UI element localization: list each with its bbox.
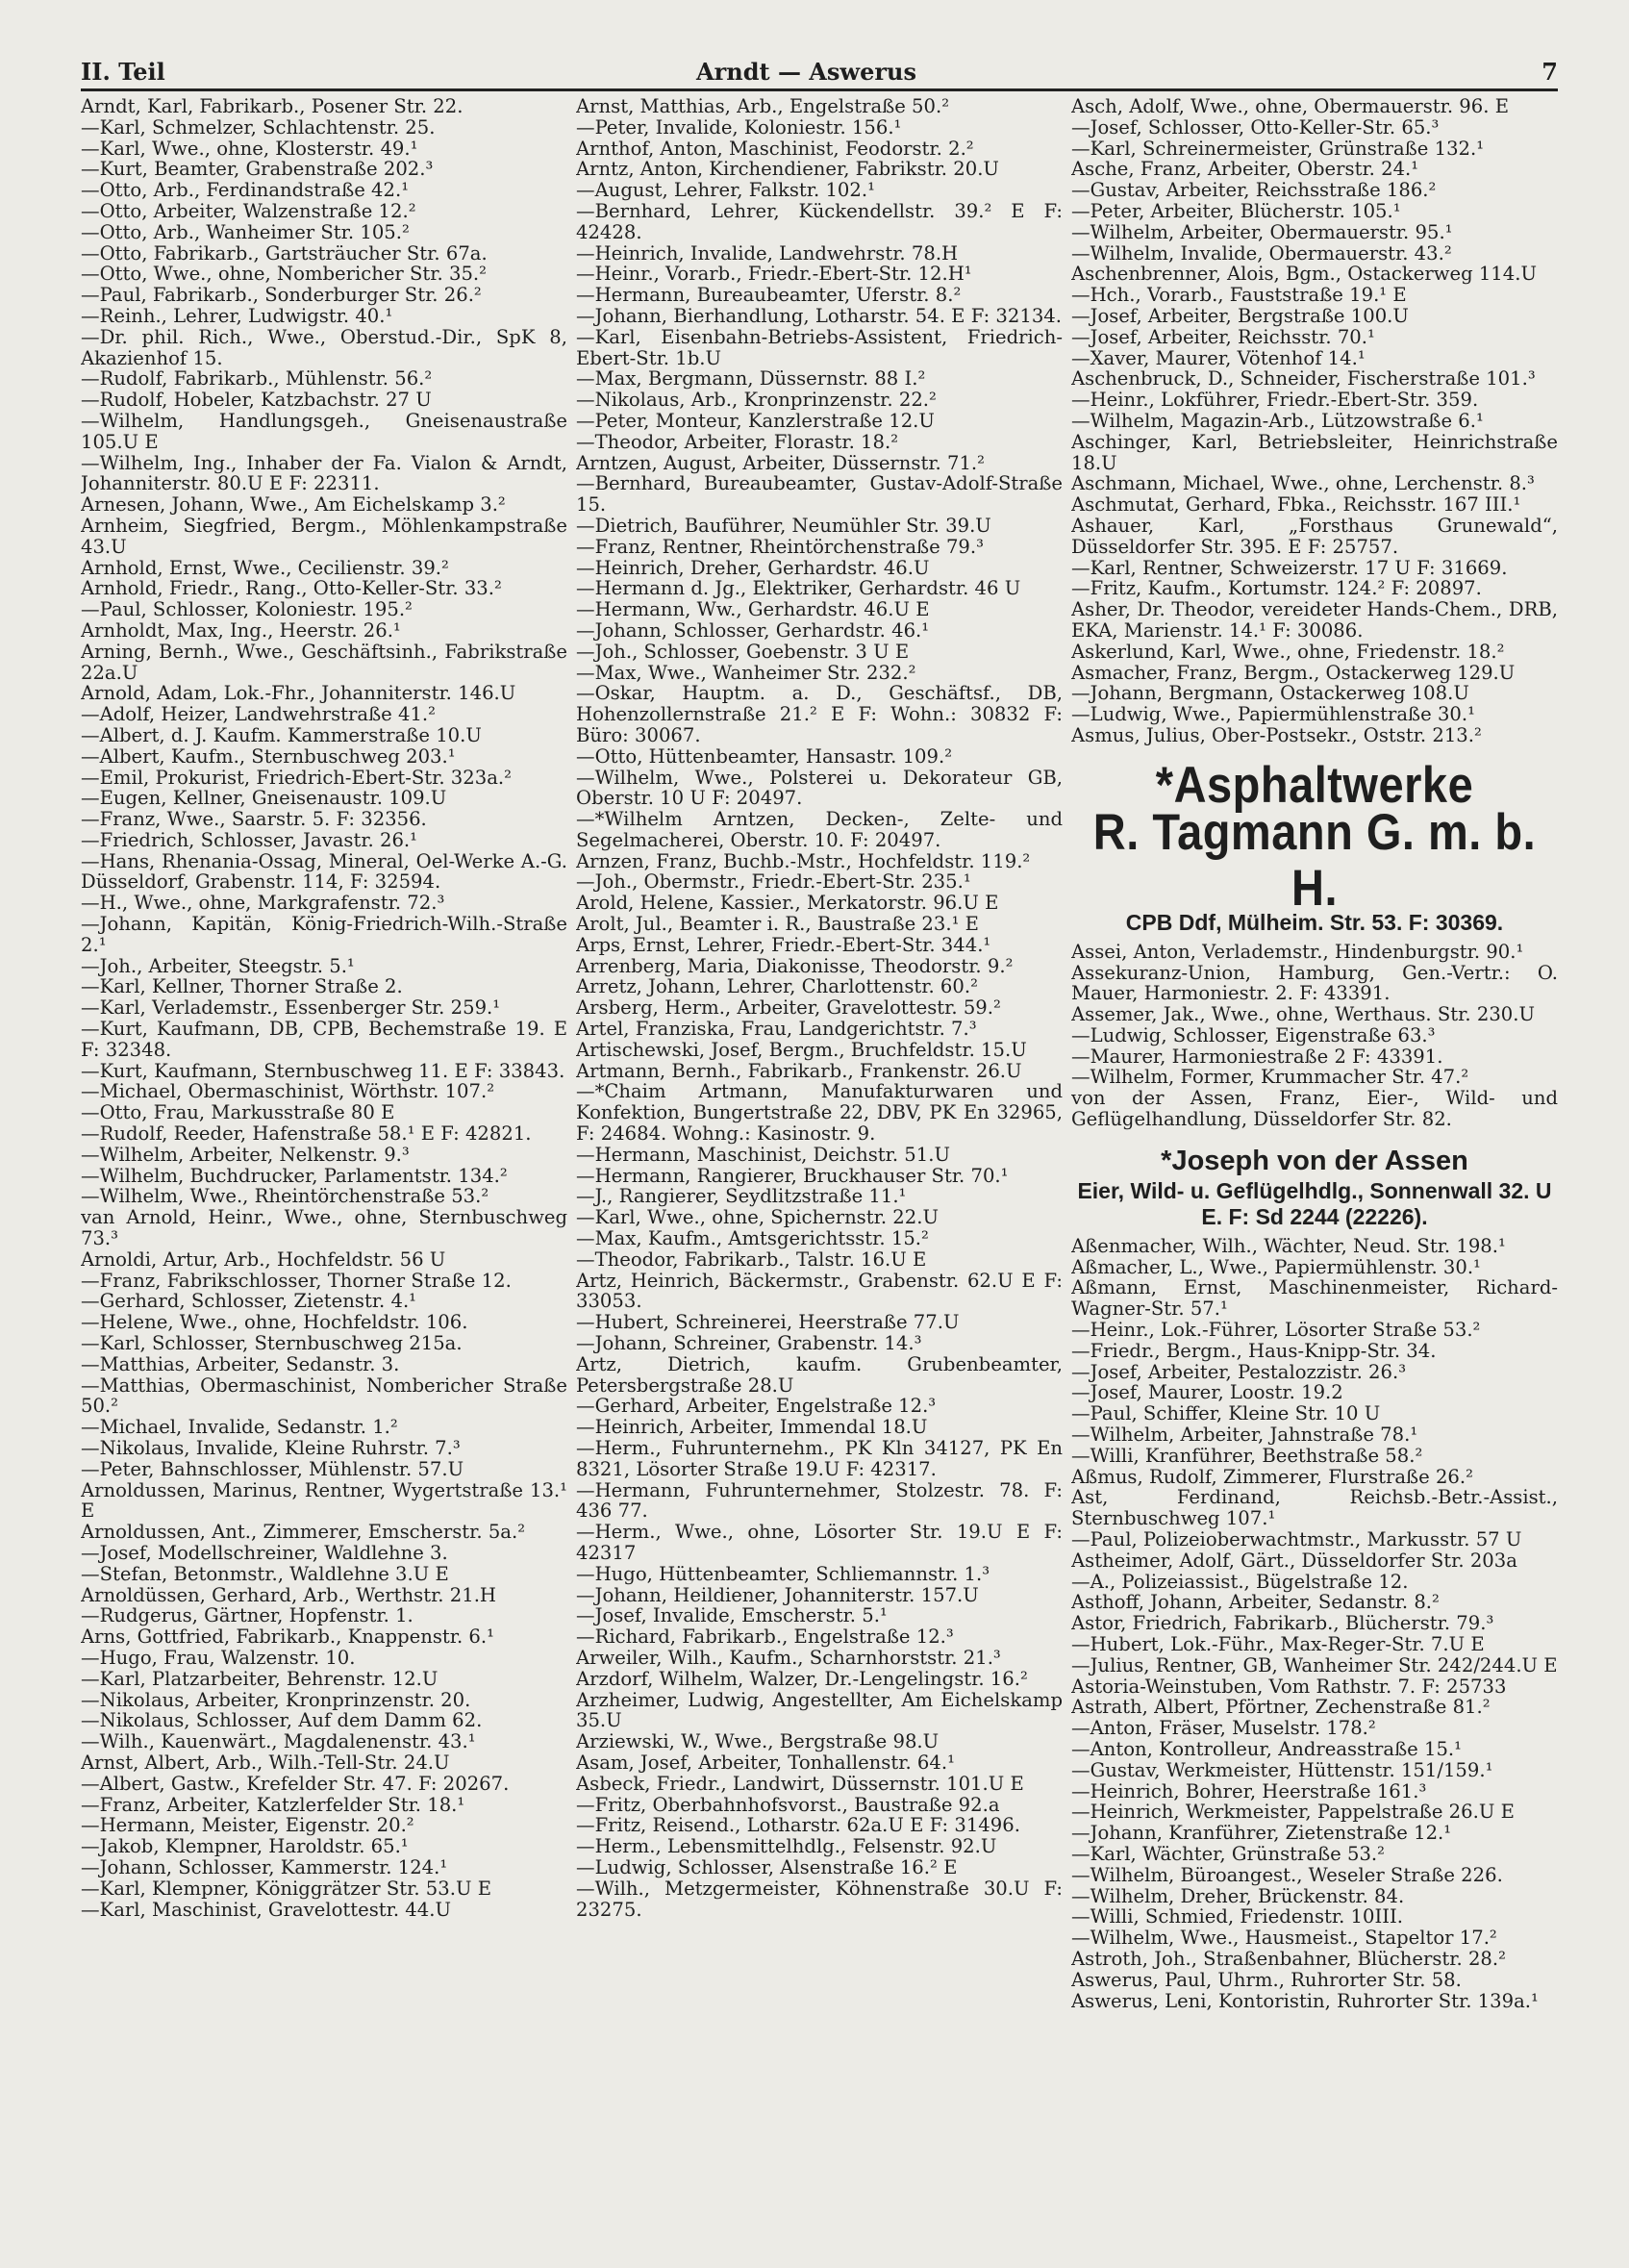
directory-entry: —Kurt, Beamter, Grabenstraße 202.³ bbox=[81, 158, 434, 181]
directory-entry: —Ludwig, Schlosser, Alsenstraße 16.² E bbox=[576, 1855, 958, 1878]
directory-entry: —Max, Bergmann, Düssernstr. 88 I.² bbox=[576, 367, 926, 391]
columns bbox=[81, 96, 1558, 2247]
directory-entry: Artz, Dietrich, kaufm. Grubenbeamter, Petersbergstraße 28.U bbox=[576, 1352, 1063, 1397]
directory-entry: —Heinr., Lok.-Führer, Lösorter Straße 53.² bbox=[1071, 1319, 1481, 1342]
directory-entry: —*Chaim Artmann, Manufakturwaren und Konfektion, Bungertstraße 22, DBV, PK En 32965, F: 24684. Wohng.: Kasinostr. 9. bbox=[576, 1080, 1063, 1146]
directory-entry: Asmacher, Franz, Bergm., Ostackerweg 129.U bbox=[1071, 661, 1516, 684]
directory-entry: —Wilhelm, Handlungsgeh., Gneisenaustraße 105.U E bbox=[81, 409, 567, 453]
directory-entry: —Bernhard, Lehrer, Kückendellstr. 39.² E F: 42428. bbox=[576, 199, 1063, 243]
directory-entry: —Gustav, Werkmeister, Hüttenstr. 151/159.¹ bbox=[1071, 1758, 1493, 1781]
directory-entry: —Gustav, Arbeiter, Reichsstraße 186.² bbox=[1071, 179, 1437, 202]
directory-entry: —Franz, Arbeiter, Katzlerfelder Str. 18.¹ bbox=[81, 1793, 465, 1816]
directory-entry: —Peter, Invalide, Koloniestr. 156.¹ bbox=[576, 115, 902, 139]
directory-entry: Arolt, Jul., Beamter i. R., Baustraße 23.¹ E bbox=[576, 913, 979, 936]
directory-entry: —Kurt, Kaufmann, DB, CPB, Bechemstraße 19. E F: 32348. bbox=[81, 1018, 567, 1061]
directory-entry: —Josef, Invalide, Emscherstr. 5.¹ bbox=[576, 1604, 888, 1627]
directory-entry: —Helene, Wwe., ohne, Hochfeldstr. 106. bbox=[81, 1311, 468, 1334]
directory-entry: —Herm., Wwe., ohne, Lösorter Str. 19.U E F: 42317 bbox=[576, 1521, 1063, 1564]
directory-entry: —Hermann d. Jg., Elektriker, Gerhardstr. 46 U bbox=[576, 577, 1021, 600]
directory-entry: Arnoldussen, Marinus, Rentner, Wygertstraße 13.¹ E bbox=[81, 1478, 567, 1523]
directory-entry: —Otto, Arbeiter, Walzenstraße 12.² bbox=[81, 199, 416, 222]
directory-entry: Aswerus, Leni, Kontoristin, Ruhrorter Str. 139a.¹ bbox=[1071, 1989, 1539, 2012]
directory-entry: —Fritz, Oberbahnhofsvorst., Baustraße 92.a bbox=[576, 1793, 1000, 1816]
directory-entry: —Peter, Bahnschlosser, Mühlenstr. 57.U bbox=[81, 1457, 464, 1480]
directory-entry: —Karl, Maschinist, Gravelottestr. 44.U bbox=[81, 1898, 451, 1921]
directory-entry: —Hugo, Hüttenbeamter, Schliemannstr. 1.³ bbox=[576, 1562, 990, 1585]
directory-entry: Asch, Adolf, Wwe., ohne, Obermauerstr. 96. E bbox=[1071, 96, 1509, 117]
directory-entry: —Matthias, Arbeiter, Sedanstr. 3. bbox=[81, 1352, 400, 1375]
directory-entry: Arnoldussen, Ant., Zimmerer, Emscherstr. 5a.² bbox=[81, 1521, 526, 1544]
directory-entry: Astroth, Joh., Straßenbahner, Blücherstr. 28.² bbox=[1071, 1947, 1506, 1970]
directory-entry: Astoria-Weinstuben, Vom Rathstr. 7. F: 25733 bbox=[1071, 1675, 1507, 1698]
directory-entry: —Josef, Arbeiter, Reichsstr. 70.¹ bbox=[1071, 325, 1375, 348]
directory-entry: —Hubert, Lok.-Führ., Max-Reger-Str. 7.U E bbox=[1071, 1633, 1485, 1656]
directory-entry: —Hermann, Fuhrunternehmer, Stolzestr. 78. F: 436 77. bbox=[576, 1478, 1063, 1523]
column-3-entries-middle bbox=[1071, 942, 1558, 1130]
directory-entry: —Karl, Platzarbeiter, Behrenstr. 12.U bbox=[81, 1667, 439, 1690]
directory-entry: —Wilhelm, Wwe., Rheintörchenstraße 53.² bbox=[81, 1185, 489, 1208]
directory-entry: Asam, Josef, Arbeiter, Tonhallenstr. 64.¹ bbox=[576, 1751, 955, 1774]
directory-entry: Ast, Ferdinand, Reichsb.-Betr.-Assist., Sternbuschweg 107.¹ bbox=[1071, 1486, 1558, 1530]
directory-entry: Arnesen, Johann, Wwe., Am Eichelskamp 3.² bbox=[81, 493, 506, 517]
directory-entry: Arsberg, Herm., Arbeiter, Gravelottestr. 59.² bbox=[576, 996, 1001, 1020]
directory-entry: —August, Lehrer, Falkstr. 102.¹ bbox=[576, 179, 875, 202]
directory-entry: —Gerhard, Arbeiter, Engelstraße 12.³ bbox=[576, 1395, 937, 1418]
directory-entry: —Dietrich, Bauführer, Neumühler Str. 39.U bbox=[576, 514, 991, 537]
directory-entry: Arnhold, Ernst, Wwe., Cecilienstr. 39.² bbox=[81, 556, 449, 579]
column-1 bbox=[81, 96, 567, 2247]
advert-company: R. Tagmann G. m. b. H. bbox=[1092, 802, 1537, 916]
directory-entry: —Hermann, Maschinist, Deichstr. 51.U bbox=[576, 1143, 950, 1166]
directory-entry: Aswerus, Paul, Uhrm., Ruhrorter Str. 58. bbox=[1071, 1968, 1462, 1991]
directory-entry: Arndt, Karl, Fabrikarb., Posener Str. 22. bbox=[81, 96, 464, 117]
directory-entry: —Johann, Kapitän, König-Friedrich-Wilh.-Straße 2.¹ bbox=[81, 913, 567, 956]
directory-entry: Arnst, Albert, Arb., Wilh.-Tell-Str. 24.U bbox=[81, 1751, 450, 1774]
asphaltwerke-advert bbox=[1071, 755, 1558, 936]
directory-entry: Arnoldi, Artur, Arb., Hochfeldstr. 56 U bbox=[81, 1247, 446, 1271]
directory-entry: Artmann, Bernh., Fabrikarb., Frankenstr. 26.U bbox=[576, 1059, 1022, 1082]
directory-entry: —Peter, Arbeiter, Blücherstr. 105.¹ bbox=[1071, 199, 1401, 222]
directory-entry: —Adolf, Heizer, Landwehrstraße 41.² bbox=[81, 703, 437, 726]
directory-entry: —Theodor, Arbeiter, Florastr. 18.² bbox=[576, 430, 899, 453]
directory-entry: —Johann, Schreiner, Grabenstr. 14.³ bbox=[576, 1332, 922, 1355]
directory-entry: Arzdorf, Wilhelm, Walzer, Dr.-Lengelingstr. 16.² bbox=[576, 1667, 1028, 1690]
directory-entry: —Wilhelm, Buchdrucker, Parlamentstr. 134.² bbox=[81, 1164, 508, 1187]
directory-entry: —Heinrich, Invalide, Landwehrstr. 78.H bbox=[576, 241, 959, 265]
directory-entry: Aßenmacher, Wilh., Wächter, Neud. Str. 198.¹ bbox=[1071, 1234, 1506, 1257]
directory-entry: Arnholdt, Max, Ing., Heerstr. 26.¹ bbox=[81, 618, 401, 642]
directory-entry: —Wilhelm, Arbeiter, Jahnstraße 78.¹ bbox=[1071, 1424, 1418, 1447]
directory-entry: —Karl, Kellner, Thorner Straße 2. bbox=[81, 975, 403, 998]
directory-entry: —Heinrich, Dreher, Gerhardstr. 46.U bbox=[576, 556, 930, 579]
directory-entry: —Karl, Wwe., ohne, Spichernstr. 22.U bbox=[576, 1206, 939, 1229]
directory-entry: —Wilh., Kauenwärt., Magdalenenstr. 43.¹ bbox=[81, 1730, 476, 1753]
directory-entry: —Josef, Modellschreiner, Waldlehne 3. bbox=[81, 1541, 448, 1564]
directory-entry: —Anton, Fräser, Muselstr. 178.² bbox=[1071, 1717, 1376, 1740]
directory-entry: —Franz, Wwe., Saarstr. 5. F: 32356. bbox=[81, 808, 427, 831]
directory-entry: Aßmann, Ernst, Maschinenmeister, Richard-Wagner-Str. 57.¹ bbox=[1071, 1276, 1558, 1321]
directory-entry: —Rudolf, Hobeler, Katzbachstr. 27 U bbox=[81, 389, 432, 412]
directory-entry: Arntz, Anton, Kirchendiener, Fabrikstr. 20.U bbox=[576, 158, 999, 181]
directory-entry: Aschinger, Karl, Betriebsleiter, Heinrichstraße 18.U bbox=[1071, 430, 1558, 474]
directory-entry: van Arnold, Heinr., Wwe., ohne, Sternbuschweg 73.³ bbox=[81, 1206, 567, 1250]
directory-entry: —Karl, Klempner, Königgrätzer Str. 53.U E bbox=[81, 1877, 491, 1900]
directory-entry: —Reinh., Lehrer, Ludwigstr. 40.¹ bbox=[81, 304, 393, 327]
directory-entry: —Heinr., Vorarb., Friedr.-Ebert-Str. 12.H¹ bbox=[576, 263, 972, 286]
directory-entry: Arntzen, August, Arbeiter, Düssernstr. 71.² bbox=[576, 451, 986, 474]
directory-entry: —H., Wwe., ohne, Markgrafenstr. 72.³ bbox=[81, 892, 445, 915]
directory-entry: —Johann, Schlosser, Gerhardstr. 46.¹ bbox=[576, 618, 930, 642]
directory-entry: —Max, Kaufm., Amtsgerichtsstr. 15.² bbox=[576, 1227, 929, 1250]
directory-entry: —Gerhard, Schlosser, Zietenstr. 4.¹ bbox=[81, 1290, 417, 1313]
column-2 bbox=[576, 96, 1063, 2247]
directory-entry: Arnold, Adam, Lok.-Fhr., Johanniterstr. 146.U bbox=[81, 682, 516, 705]
directory-entry: —Fritz, Kaufm., Kortumstr. 124.² F: 20897. bbox=[1071, 577, 1482, 600]
directory-entry: Arps, Ernst, Lehrer, Friedr.-Ebert-Str. 344.¹ bbox=[576, 933, 991, 956]
directory-entry: —Joh., Arbeiter, Steegstr. 5.¹ bbox=[81, 954, 355, 977]
directory-entry: —Hugo, Frau, Walzenstr. 10. bbox=[81, 1646, 356, 1669]
directory-entry: Aßmus, Rudolf, Zimmerer, Flurstraße 26.² bbox=[1071, 1465, 1473, 1488]
directory-entry: —Johann, Bierhandlung, Lotharstr. 54. E F: 32134. bbox=[576, 304, 1062, 327]
directory-entry: —Heinrich, Arbeiter, Immendal 18.U bbox=[576, 1416, 928, 1439]
directory-entry: —Johann, Kranführer, Zietenstraße 12.¹ bbox=[1071, 1822, 1452, 1845]
directory-entry: —Karl, Eisenbahn-Betriebs-Assistent, Friedrich-Ebert-Str. 1b.U bbox=[576, 325, 1063, 369]
directory-entry: Assei, Anton, Verlademstr., Hindenburgstr. 90.¹ bbox=[1071, 940, 1524, 963]
directory-entry: Ashauer, Karl, „Forsthaus Grunewald“, Düsseldorfer Str. 395. E F: 25757. bbox=[1071, 514, 1558, 558]
column-3 bbox=[1071, 96, 1558, 2247]
directory-entry: —Josef, Maurer, Loostr. 19.2 bbox=[1071, 1381, 1343, 1404]
directory-entry: —Hermann, Meister, Eigenstr. 20.² bbox=[81, 1814, 414, 1837]
directory-entry: Arns, Gottfried, Fabrikarb., Knappenstr. 6.¹ bbox=[81, 1625, 494, 1649]
directory-entry: —Wilhelm, Ing., Inhaber der Fa. Vialon & Arndt, Johanniterstr. 80.U E F: 22311. bbox=[81, 451, 567, 495]
column-3-entries-bottom bbox=[1071, 1236, 1558, 2011]
directory-entry: Asher, Dr. Theodor, vereideter Hands-Chem., DRB, EKA, Marienstr. 14.¹ F: 30086. bbox=[1071, 598, 1558, 642]
directory-entry: —Dr. phil. Rich., Wwe., Oberstud.-Dir., SpK 8, Akazienhof 15. bbox=[81, 325, 567, 369]
directory-entry: Assekuranz-Union, Hamburg, Gen.-Vertr.: O. Mauer, Harmoniestr. 2. F: 43391. bbox=[1071, 961, 1558, 1005]
directory-entry: Asmus, Julius, Ober-Postsekr., Oststr. 213.² bbox=[1071, 723, 1482, 746]
directory-entry: —Bernhard, Bureaubeamter, Gustav-Adolf-Straße 15. bbox=[576, 472, 1063, 517]
directory-entry: —Josef, Schlosser, Otto-Keller-Str. 65.³ bbox=[1071, 115, 1440, 139]
directory-entry: Aschmann, Michael, Wwe., ohne, Lerchenstr. 8.³ bbox=[1071, 472, 1535, 495]
directory-entry: —Emil, Prokurist, Friedrich-Ebert-Str. 323a.² bbox=[81, 766, 512, 789]
directory-entry: —Paul, Schiffer, Kleine Str. 10 U bbox=[1071, 1402, 1381, 1425]
directory-entry: —Michael, Obermaschinist, Wörthstr. 107.² bbox=[81, 1080, 495, 1103]
directory-entry: —Stefan, Betonmstr., Waldlehne 3.U E bbox=[81, 1562, 449, 1585]
directory-entry: Arrenberg, Maria, Diakonisse, Theodorstr. 9.² bbox=[576, 954, 1014, 977]
directory-entry: —Wilhelm, Former, Krummacher Str. 47.² bbox=[1071, 1066, 1469, 1089]
directory-entry: —Wilhelm, Arbeiter, Nelkenstr. 9.³ bbox=[81, 1143, 410, 1166]
directory-entry: —Karl, Wächter, Grünstraße 53.² bbox=[1071, 1842, 1386, 1865]
assen-advert bbox=[1071, 1144, 1558, 1230]
directory-entry: —Wilhelm, Wwe., Polsterei u. Dekorateur GB, Oberstr. 10 U F: 20497. bbox=[576, 766, 1063, 810]
directory-entry: —Hermann, Ww., Gerhardstr. 46.U E bbox=[576, 598, 930, 621]
directory-entry: —A., Polizeiassist., Bügelstraße 12. bbox=[1071, 1570, 1409, 1593]
name-range: Arndt — Aswerus bbox=[696, 58, 916, 86]
directory-entry: Arold, Helene, Kassier., Merkatorstr. 96.U E bbox=[576, 892, 999, 915]
directory-entry: —Heinrich, Werkmeister, Pappelstraße 26.U E bbox=[1071, 1801, 1515, 1824]
directory-entry: —Franz, Fabrikschlosser, Thorner Straße 12. bbox=[81, 1269, 512, 1292]
directory-entry: Arning, Bernh., Wwe., Geschäftsinh., Fabrikstraße 22a.U bbox=[81, 640, 567, 684]
directory-entry: —Hubert, Schreinerei, Heerstraße 77.U bbox=[576, 1311, 960, 1334]
directory-entry: —Herm., Fuhrunternehm., PK Kln 34127, PK En 8321, Lösorter Straße 19.U F: 42317. bbox=[576, 1437, 1063, 1480]
directory-entry: von der Assen, Franz, Eier-, Wild- und Geflügelhandlung, Düsseldorfer Str. 82. bbox=[1071, 1087, 1558, 1131]
directory-entry: —Albert, d. J. Kaufm. Kammerstraße 10.U bbox=[81, 723, 482, 746]
directory-entry: —Friedrich, Schlosser, Javastr. 26.¹ bbox=[81, 828, 417, 851]
directory-entry: Aschenbrenner, Alois, Bgm., Ostackerweg 114.U bbox=[1071, 263, 1537, 286]
directory-entry: —Wilhelm, Invalide, Obermauerstr. 43.² bbox=[1071, 241, 1452, 265]
directory-entry: —Paul, Fabrikarb., Sonderburger Str. 26.² bbox=[81, 284, 482, 307]
directory-entry: —Hch., Vorarb., Fauststraße 19.¹ E bbox=[1071, 284, 1407, 307]
directory-entry: —Wilhelm, Magazin-Arb., Lützowstraße 6.¹ bbox=[1071, 409, 1484, 432]
directory-entry: —Heinr., Lokführer, Friedr.-Ebert-Str. 359. bbox=[1071, 389, 1479, 412]
directory-entry: —Max, Wwe., Wanheimer Str. 232.² bbox=[576, 661, 916, 684]
directory-entry: —Friedr., Bergm., Haus-Knipp-Str. 34. bbox=[1071, 1339, 1437, 1362]
directory-entry: —Karl, Verlademstr., Essenberger Str. 259.¹ bbox=[81, 996, 501, 1020]
directory-entry: —Wilhelm, Wwe., Hausmeist., Stapeltor 17.² bbox=[1071, 1927, 1497, 1950]
directory-entry: —Josef, Arbeiter, Bergstraße 100.U bbox=[1071, 304, 1409, 327]
directory-entry: —Kurt, Kaufmann, Sternbuschweg 11. E F: 33843. bbox=[81, 1059, 565, 1082]
directory-entry: —Otto, Frau, Markusstraße 80 E bbox=[81, 1101, 395, 1124]
directory-entry: —Richard, Fabrikarb., Engelstraße 12.³ bbox=[576, 1625, 954, 1649]
directory-entry: Aßmacher, L., Wwe., Papiermühlenstr. 30.¹ bbox=[1071, 1255, 1481, 1278]
directory-entry: Astheimer, Adolf, Gärt., Düsseldorfer Str. 203a bbox=[1071, 1549, 1517, 1572]
directory-entry: Asthoff, Johann, Arbeiter, Sedanstr. 8.² bbox=[1071, 1591, 1440, 1614]
directory-entry: —Nikolaus, Schlosser, Auf dem Damm 62. bbox=[81, 1709, 483, 1732]
directory-entry: —Fritz, Reisend., Lotharstr. 62a.U E F: 31496. bbox=[576, 1814, 1020, 1837]
directory-entry: Arnhold, Friedr., Rang., Otto-Keller-Str. 33.² bbox=[81, 577, 502, 600]
directory-entry: —Maurer, Harmoniestraße 2 F: 43391. bbox=[1071, 1045, 1443, 1068]
directory-entry: —J., Rangierer, Seydlitzstraße 11.¹ bbox=[576, 1185, 907, 1208]
directory-entry: —Otto, Arb., Wanheimer Str. 105.² bbox=[81, 220, 410, 243]
part-label: II. Teil bbox=[81, 58, 165, 86]
directory-entry: —Hermann, Bureaubeamter, Uferstr. 8.² bbox=[576, 284, 962, 307]
advert-title: *Joseph von der Assen bbox=[1161, 1145, 1468, 1176]
directory-entry: Aschenbruck, D., Schneider, Fischerstraße 101.³ bbox=[1071, 367, 1536, 391]
directory-entry: —Ludwig, Wwe., Papiermühlenstraße 30.¹ bbox=[1071, 703, 1475, 726]
directory-entry: —Xaver, Maurer, Vötenhof 14.¹ bbox=[1071, 346, 1366, 369]
directory-entry: —Johann, Schlosser, Kammerstr. 124.¹ bbox=[81, 1855, 448, 1878]
directory-entry: —Karl, Schlosser, Sternbuschweg 215a. bbox=[81, 1332, 463, 1355]
directory-entry: —Karl, Schmelzer, Schlachtenstr. 25. bbox=[81, 115, 436, 139]
directory-entry: —Anton, Kontrolleur, Andreasstraße 15.¹ bbox=[1071, 1738, 1463, 1760]
directory-entry: Arretz, Johann, Lehrer, Charlottenstr. 60.² bbox=[576, 975, 978, 998]
directory-entry: —Josef, Arbeiter, Pestalozzistr. 26.³ bbox=[1071, 1360, 1407, 1383]
directory-entry: Aschmutat, Gerhard, Fbka., Reichsstr. 167 III.¹ bbox=[1071, 493, 1521, 517]
page-number: 7 bbox=[1541, 58, 1558, 86]
directory-entry: —Herm., Lebensmittelhdlg., Felsenstr. 92.U bbox=[576, 1835, 997, 1858]
directory-entry: —Johann, Bergmann, Ostackerweg 108.U bbox=[1071, 682, 1469, 705]
directory-entry: Arnheim, Siegfried, Bergm., Möhlenkampstraße 43.U bbox=[81, 514, 567, 558]
directory-entry: —Franz, Rentner, Rheintörchenstraße 79.³ bbox=[576, 535, 984, 558]
directory-entry: —Hermann, Rangierer, Bruckhauser Str. 70.¹ bbox=[576, 1164, 1009, 1187]
directory-entry: —Nikolaus, Invalide, Kleine Ruhrstr. 7.³ bbox=[81, 1437, 461, 1459]
directory-entry: Artel, Franziska, Frau, Landgerichtstr. 7.³ bbox=[576, 1018, 977, 1041]
directory-entry: —Nikolaus, Arbeiter, Kronprinzenstr. 20. bbox=[81, 1688, 471, 1711]
directory-entry: —Rudgerus, Gärtner, Hopfenstr. 1. bbox=[81, 1604, 414, 1627]
directory-entry: —Albert, Gastw., Krefelder Str. 47. F: 20267. bbox=[81, 1772, 510, 1795]
directory-entry: —Otto, Hüttenbeamter, Hansastr. 109.² bbox=[576, 744, 953, 768]
directory-entry: —Julius, Rentner, GB, Wanheimer Str. 242/244.U E bbox=[1071, 1653, 1558, 1676]
directory-entry: —Otto, Fabrikarb., Gartsträucher Str. 67a. bbox=[81, 241, 488, 265]
directory-entry: —Eugen, Kellner, Gneisenaustr. 109.U bbox=[81, 787, 447, 810]
directory-entry: —Karl, Schreinermeister, Grünstraße 132.¹ bbox=[1071, 137, 1485, 160]
directory-entry: —Peter, Monteur, Kanzlerstraße 12.U bbox=[576, 409, 935, 432]
directory-entry: —Jakob, Klempner, Haroldstr. 65.¹ bbox=[81, 1835, 409, 1858]
directory-entry: —Otto, Arb., Ferdinandstraße 42.¹ bbox=[81, 179, 410, 202]
directory-entry: Arnst, Matthias, Arb., Engelstraße 50.² bbox=[576, 96, 950, 117]
directory-entry: Artischewski, Josef, Bergm., Bruchfeldstr. 15.U bbox=[576, 1038, 1027, 1061]
directory-entry: Arweiler, Wilh., Kaufm., Scharnhorststr. 21.³ bbox=[576, 1646, 1001, 1669]
directory-entry: —Paul, Schlosser, Koloniestr. 195.² bbox=[81, 598, 413, 621]
page-header bbox=[81, 56, 1558, 91]
directory-entry: —Rudolf, Reeder, Hafenstraße 58.¹ E F: 42821. bbox=[81, 1122, 532, 1146]
directory-entry: —Willi, Schmied, Friedenstr. 10III. bbox=[1071, 1905, 1403, 1928]
directory-entry: —Karl, Rentner, Schweizerstr. 17 U F: 31669. bbox=[1071, 556, 1508, 579]
directory-entry: —Paul, Polizeioberwachtmstr., Markusstr. 57 U bbox=[1071, 1528, 1522, 1551]
directory-entry: —Wilh., Metzgermeister, Köhnenstraße 30.U F: 23275. bbox=[576, 1877, 1063, 1921]
directory-entry: —Michael, Invalide, Sedanstr. 1.² bbox=[81, 1416, 398, 1439]
directory-entry: —Ludwig, Schlosser, Eigenstraße 63.³ bbox=[1071, 1023, 1436, 1046]
directory-entry: —Nikolaus, Arb., Kronprinzenstr. 22.² bbox=[576, 389, 937, 412]
directory-entry: —Theodor, Fabrikarb., Talstr. 16.U E bbox=[576, 1247, 927, 1271]
directory-entry: —Hans, Rhenania-Ossag, Mineral, Oel-Werke A.-G. Düsseldorf, Grabenstr. 114, F: 32594. bbox=[81, 849, 567, 894]
directory-entry: Asbeck, Friedr., Landwirt, Düssernstr. 101.U E bbox=[576, 1772, 1024, 1795]
directory-entry: Arzheimer, Ludwig, Angestellter, Am Eichelskamp 35.U bbox=[576, 1688, 1063, 1732]
directory-entry: Arnoldüssen, Gerhard, Arb., Werthstr. 21.H bbox=[81, 1583, 497, 1606]
advert-title: *Asphaltwerke bbox=[1155, 755, 1474, 813]
directory-entry: —Joh., Schlosser, Goebenstr. 3 U E bbox=[576, 640, 910, 663]
column-3-entries-top bbox=[1071, 96, 1558, 746]
directory-entry: —Albert, Kaufm., Sternbuschweg 203.¹ bbox=[81, 744, 456, 768]
directory-entry: —Rudolf, Fabrikarb., Mühlenstr. 56.² bbox=[81, 367, 433, 391]
directory-entry: —Karl, Wwe., ohne, Klosterstr. 49.¹ bbox=[81, 137, 418, 160]
directory-entry: —Oskar, Hauptm. a. D., Geschäftsf., DB, Hohenzollernstraße 21.² E F: Wohn.: 30832 F: Büro: 30067. bbox=[576, 682, 1063, 746]
directory-entry: Arnzen, Franz, Buchb.-Mstr., Hochfeldstr. 119.² bbox=[576, 849, 1031, 872]
advert-info: CPB Ddf, Mülheim. Str. 53. F: 30369. bbox=[1125, 909, 1504, 935]
directory-entry: —Wilhelm, Dreher, Brückenstr. 84. bbox=[1071, 1884, 1405, 1907]
directory-entry: Artz, Heinrich, Bäckermstr., Grabenstr. 62.U E F: 33053. bbox=[576, 1269, 1063, 1313]
directory-entry: —Joh., Obermstr., Friedr.-Ebert-Str. 235.¹ bbox=[576, 870, 971, 894]
directory-entry: Askerlund, Karl, Wwe., ohne, Friedenstr. 18.² bbox=[1071, 640, 1505, 663]
advert-text: Eier, Wild- u. Geflügelhdlg., Sonnenwall 32. U E. F: Sd 2244 (22226). bbox=[1077, 1177, 1552, 1229]
directory-entry: Asche, Franz, Arbeiter, Oberstr. 24.¹ bbox=[1071, 158, 1419, 181]
directory-entry: —Matthias, Obermaschinist, Nombericher Straße 50.² bbox=[81, 1373, 567, 1418]
directory-entry: —Johann, Heildiener, Johanniterstr. 157.U bbox=[576, 1583, 979, 1606]
directory-entry: Assemer, Jak., Wwe., ohne, Werthaus. Str. 230.U bbox=[1071, 1003, 1535, 1026]
directory-entry: —*Wilhelm Arntzen, Decken-, Zelte- und Segelmacherei, Oberstr. 10. F: 20497. bbox=[576, 808, 1063, 851]
directory-entry: —Wilhelm, Büroangest., Weseler Straße 226. bbox=[1071, 1863, 1503, 1886]
directory-entry: Arziewski, W., Wwe., Bergstraße 98.U bbox=[576, 1730, 940, 1753]
directory-entry: —Otto, Wwe., ohne, Nombericher Str. 35.² bbox=[81, 263, 487, 286]
directory-entry: —Willi, Kranführer, Beethstraße 58.² bbox=[1071, 1444, 1423, 1467]
directory-entry: Astrath, Albert, Pförtner, Zechenstraße 81.² bbox=[1071, 1696, 1491, 1719]
directory-entry: —Heinrich, Bohrer, Heerstraße 161.³ bbox=[1071, 1779, 1427, 1802]
directory-entry: Arnthof, Anton, Maschinist, Feodorstr. 2.² bbox=[576, 137, 974, 160]
directory-entry: Astor, Friedrich, Fabrikarb., Blücherstr. 79.³ bbox=[1071, 1612, 1494, 1635]
directory-entry: —Wilhelm, Arbeiter, Obermauerstr. 95.¹ bbox=[1071, 220, 1453, 243]
